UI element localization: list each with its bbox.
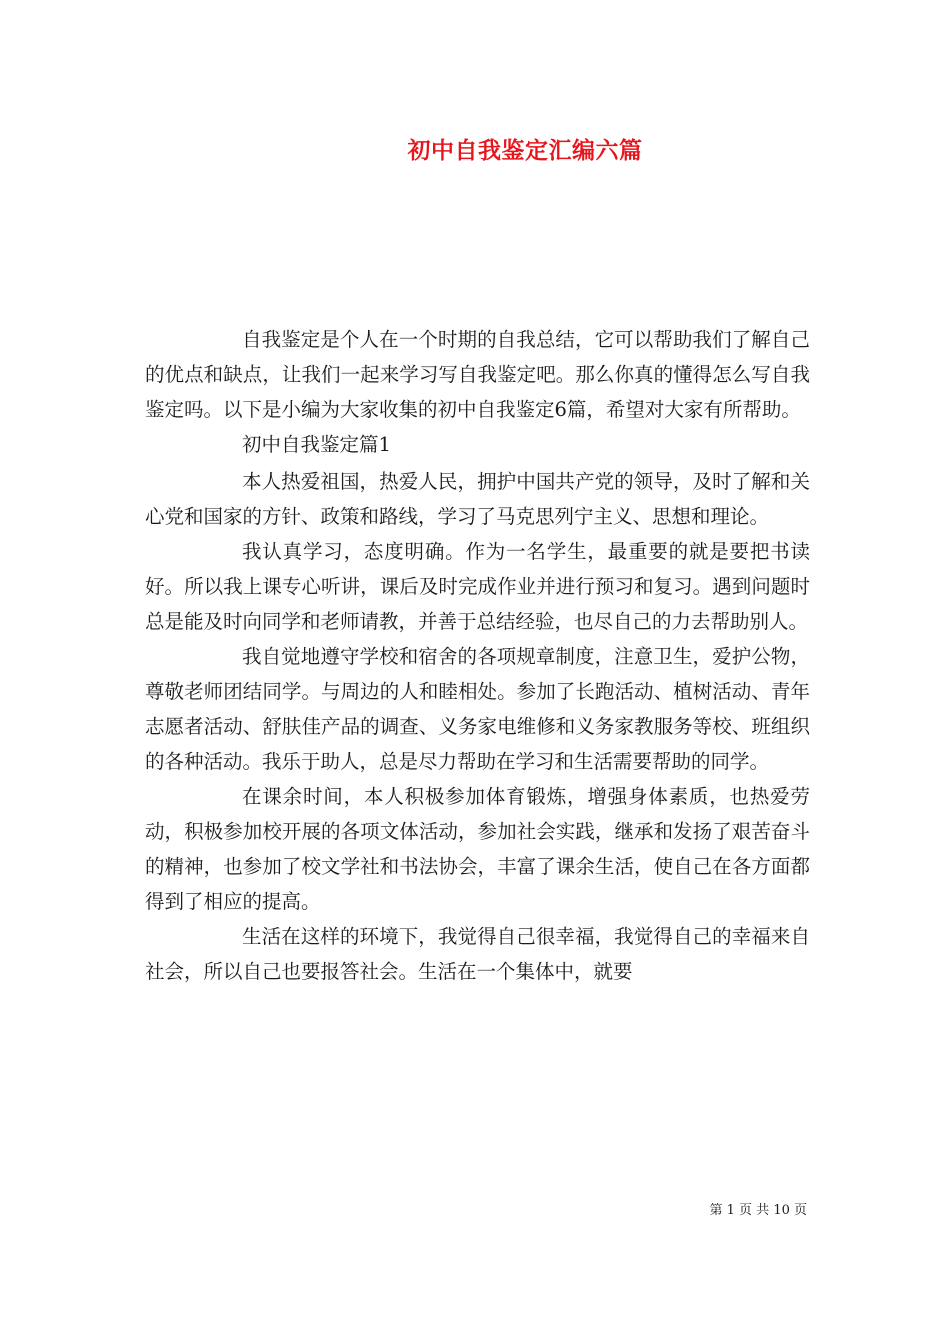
paragraph-4: 在课余时间，本人积极参加体育锻炼，增强身体素质，也热爱劳动，积极参加校开展的各项文体活动，参加社会实践，继承和发扬了艰苦奋斗的精神，也参加了校文学社和书法协会，丰富了课余生活，使自己在各方面都得到了相应的提高。 — [145, 785, 810, 913]
page-number-footer: 第 1 页 共 10 页 — [709, 1203, 807, 1218]
paragraph-1: 本人热爱祖国，热爱人民，拥护中国共产党的领导，及时了解和关心党和国家的方针、政策和路线，学习了马克思列宁主义、思想和理论。 — [145, 470, 810, 528]
paragraph-3: 我自觉地遵守学校和宿舍的各项规章制度，注意卫生，爱护公物，尊敬老师团结同学。与周边的人和睦相处。参加了长跑活动、植树活动、青年志愿者活动、舒肤佳产品的调查、义务家电维修和义务家教服务等校、班组织的各种活动。我乐于助人，总是尽力帮助在学习和生活需要帮助的同学。 — [145, 645, 810, 773]
document-body — [145, 322, 810, 989]
paragraph-2: 我认真学习，态度明确。作为一名学生，最重要的就是要把书读好。所以我上课专心听讲，课后及时完成作业并进行预习和复习。遇到问题时总是能及时向同学和老师请教，并善于总结经验，也尽自己的力去帮助别人。 — [145, 540, 810, 633]
section-heading: 初中自我鉴定篇1 — [242, 433, 391, 456]
paragraph-5: 生活在这样的环境下，我觉得自己很幸福，我觉得自己的幸福来自社会，所以自己也要报答社会。生活在一个集体中，就要 — [145, 925, 810, 983]
document-title: 初中自我鉴定汇编六篇 — [407, 137, 643, 164]
paragraph-intro: 自我鉴定是个人在一个时期的自我总结，它可以帮助我们了解自己的优点和缺点，让我们一起来学习写自我鉴定吧。那么你真的懂得怎么写自我鉴定吗。以下是小编为大家收集的初中自我鉴定6篇，希望对大家有所帮助。 — [145, 328, 810, 421]
